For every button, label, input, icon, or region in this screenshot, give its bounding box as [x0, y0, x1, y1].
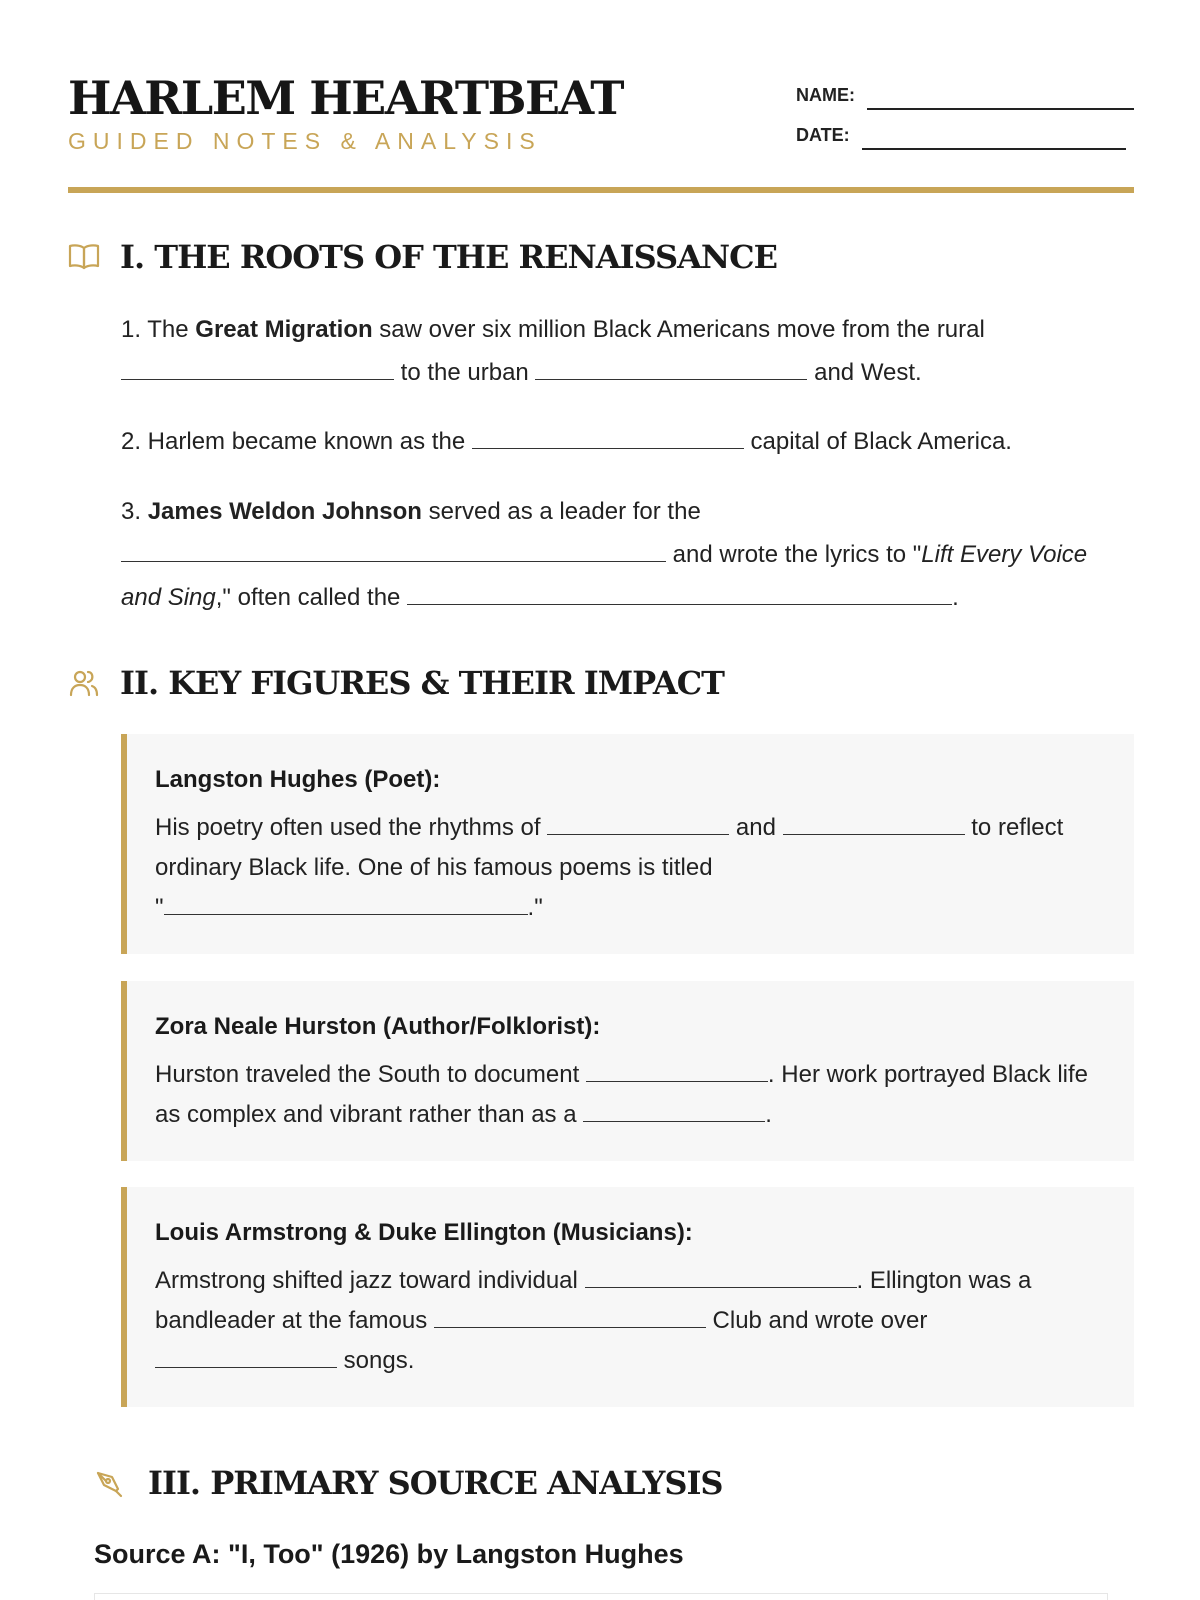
question-3 — [121, 490, 1141, 619]
people-icon — [68, 667, 100, 699]
hurston-blank-2[interactable] — [583, 1102, 765, 1122]
date-field[interactable] — [862, 128, 1126, 150]
section-3-heading — [94, 1464, 723, 1502]
section-2-heading — [68, 664, 724, 702]
student-info — [796, 70, 1134, 150]
q3-song-title-a: Lift Every Voice — [921, 541, 1088, 568]
card-title: Zora Neale Hurston (Author/Folklorist): — [155, 1013, 601, 1040]
armstrong-blank[interactable] — [585, 1268, 857, 1288]
book-icon — [68, 241, 100, 273]
card-body — [155, 1261, 1106, 1381]
worksheet-title: HARLEM HEARTBEAT — [68, 71, 623, 125]
q3-term: James Weldon Johnson — [147, 498, 422, 525]
section-1-heading — [68, 238, 777, 276]
card-text: Hurston traveled the South to document — [155, 1061, 586, 1088]
q2-text-a: 2. Harlem became known as the — [121, 428, 472, 455]
figure-card-musicians — [121, 1187, 1134, 1407]
section-2-title: II. KEY FIGURES & THEIR IMPACT — [120, 664, 724, 702]
q1-text-a: saw over six million Black Americans move from the rural — [372, 316, 985, 343]
card-body — [155, 808, 1106, 928]
card-text: His poetry often used the rhythms of — [155, 814, 548, 841]
card-text: ." — [527, 894, 543, 921]
card-title: Louis Armstrong & Duke Ellington (Musicians): — [155, 1219, 693, 1246]
section-3-title: III. PRIMARY SOURCE ANALYSIS — [148, 1464, 723, 1502]
q2-blank[interactable] — [472, 429, 744, 449]
q3-text-d: . — [952, 584, 959, 611]
q3-text-a: served as a leader for the — [421, 498, 701, 525]
songs-blank[interactable] — [155, 1348, 337, 1368]
figure-card-hurston — [121, 981, 1134, 1161]
card-body — [155, 1055, 1106, 1135]
figure-card-hughes — [121, 734, 1134, 954]
q1-blank-2[interactable] — [535, 360, 807, 380]
q3-text-c: ," often called the — [215, 584, 408, 611]
card-text: . Her work portrayed Black life as complex and vibrant rather than as a — [155, 1061, 1089, 1128]
q2-text-b: capital of Black America. — [743, 428, 1012, 455]
hughes-blank-1[interactable] — [547, 815, 729, 835]
q3-blank-1[interactable] — [121, 542, 666, 562]
name-field[interactable] — [867, 88, 1134, 110]
q1-term: Great Migration — [195, 316, 373, 343]
q3-text-b: and wrote the lyrics to " — [666, 541, 922, 568]
card-text: songs. — [337, 1347, 415, 1374]
q3-number: 3. — [121, 498, 148, 525]
hurston-blank-1[interactable] — [586, 1062, 768, 1082]
section-1-title: I. THE ROOTS OF THE RENAISSANCE — [120, 238, 778, 276]
worksheet-header — [68, 70, 1134, 194]
card-text: to reflect ordinary Black life. One of his famous poems is titled — [155, 814, 1064, 881]
q1-text-b: to the urban — [394, 359, 536, 386]
hughes-poem-blank[interactable] — [164, 895, 528, 915]
source-a-box — [94, 1593, 1108, 1600]
date-label: DATE: — [796, 125, 850, 145]
card-text: Armstrong shifted jazz toward individual — [155, 1267, 585, 1294]
name-row — [796, 70, 1134, 110]
pen-icon — [94, 1467, 126, 1499]
source-a-title: Source A: "I, Too" (1926) by Langston Hughes — [94, 1539, 684, 1569]
card-text: Club and wrote over — [705, 1307, 928, 1334]
date-row — [796, 110, 1134, 150]
question-2 — [121, 420, 1121, 463]
club-blank[interactable] — [434, 1308, 706, 1328]
q1-blank-1[interactable] — [121, 360, 394, 380]
q3-blank-2[interactable] — [407, 585, 952, 605]
name-label: NAME: — [796, 85, 855, 105]
card-text: . Ellington was a bandleader at the famous — [155, 1267, 1032, 1334]
card-title: Langston Hughes (Poet): — [155, 766, 441, 793]
question-1 — [121, 308, 1121, 394]
card-text: . — [765, 1101, 772, 1128]
hughes-blank-2[interactable] — [783, 815, 965, 835]
q3-song-title-b: and Sing — [121, 584, 216, 611]
q1-number: 1. The — [121, 316, 196, 343]
header-divider — [68, 187, 1134, 193]
card-text: " — [155, 894, 164, 921]
q1-text-c: and West. — [807, 359, 922, 386]
card-text: and — [729, 814, 783, 841]
worksheet-subtitle: GUIDED NOTES & ANALYSIS — [68, 128, 542, 154]
